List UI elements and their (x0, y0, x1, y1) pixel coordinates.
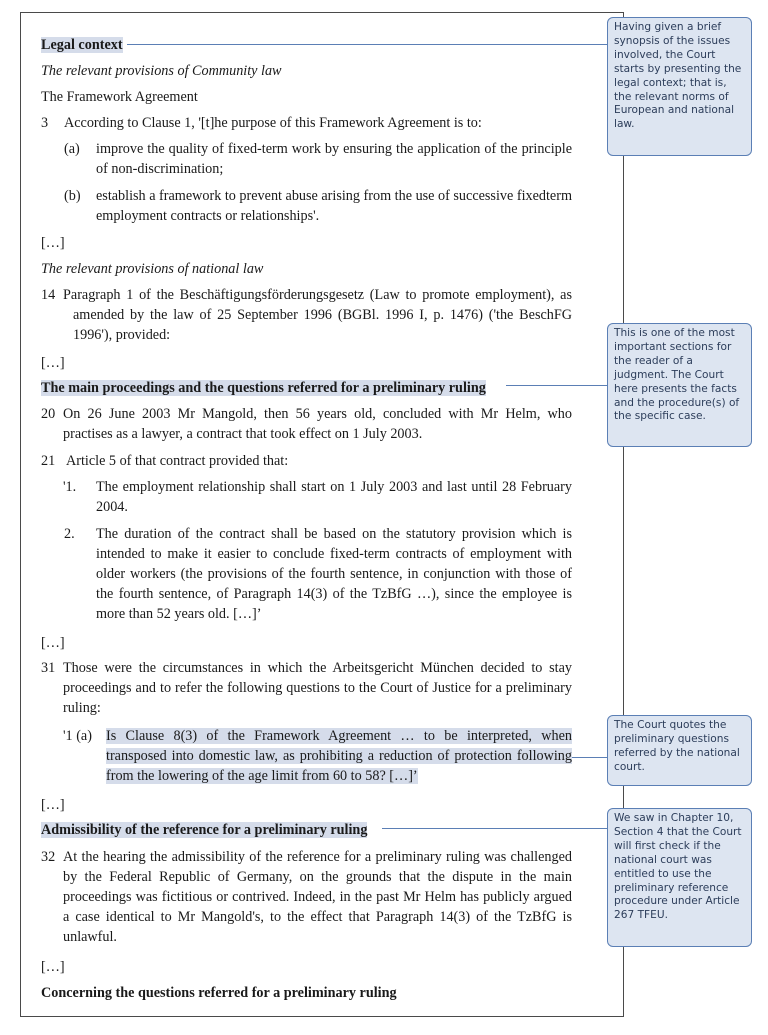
heading-admissibility: Admissibility of the reference for a preliminary ruling (41, 822, 368, 838)
para-21-item-1-label: '1. (63, 479, 77, 495)
ellipsis: […] (41, 355, 65, 371)
para-31-text: Those were the circumstances in which the Arbeitsgericht München decided to stay proceedings and to refer the following questions to the Court of Justice for a preliminary ruling: (63, 660, 572, 716)
para-14-number: 14 (41, 287, 56, 303)
para-3-number: 3 (41, 115, 49, 131)
note-connector-4 (382, 828, 607, 829)
para-3-text: According to Clause 1, '[t]he purpose of this Framework Agreement is to: (64, 115, 482, 131)
ellipsis: […] (41, 635, 65, 651)
heading-concerning-questions: Concerning the questions referred for a preliminary ruling (41, 985, 397, 1001)
subheading-framework-agreement: The Framework Agreement (41, 89, 198, 105)
para-20-number: 20 (41, 406, 56, 422)
para-32-text: At the hearing the admissibility of the reference for a preliminary ruling was challenged by the Federal Republic of Germany, on the grounds that the dispute in the main proceedings was fictitious or contrived. Indeed, in the past Mr Helm has publicly argued a case identical to Mr Mangold's, to the effect that Paragraph 14(3) of the TzBfG is unlawful. (63, 849, 572, 945)
para-31-item-text: Is Clause 8(3) of the Framework Agreement … to be interpreted, when transposed into domestic law, as prohibiting a reduction of protection following from the lowering of the age limit from 60 to 58? […]’ (106, 728, 572, 784)
para-21-number: 21 (41, 453, 56, 469)
ellipsis: […] (41, 797, 65, 813)
para-14-text: Paragraph 1 of the Beschäftigungsförderungsgesetz (Law to promote employment), as amended by the law of 25 September 1996 (BGBl. 1996 I, p. 1476) ('the BeschFG 1996'), provided: (63, 287, 572, 343)
subheading-community-law: The relevant provisions of Community law (41, 63, 282, 79)
margin-note-legal-context: Having given a brief synopsis of the issues involved, the Court starts by presenting the legal context; that is, the relevant norms of European and national law. (607, 17, 752, 156)
para-31-number: 31 (41, 660, 56, 676)
note-connector-3 (572, 757, 607, 758)
para-21-item-2-label: 2. (64, 526, 75, 542)
note-connector-1 (127, 44, 607, 45)
margin-note-preliminary-questions: The Court quotes the preliminary questions referred by the national court. (607, 715, 752, 786)
heading-legal-context: Legal context (41, 37, 123, 53)
ellipsis: […] (41, 959, 65, 975)
para-3-item-b-text: establish a framework to prevent abuse arising from the use of successive fixedterm employment contracts or relationships'. (96, 188, 572, 224)
para-20-text: On 26 June 2003 Mr Mangold, then 56 years old, concluded with Mr Helm, who practises as a lawyer, a contract that took effect on 1 July 2003. (63, 406, 572, 442)
para-32-number: 32 (41, 849, 56, 865)
margin-note-main-proceedings: This is one of the most important sections for the reader of a judgment. The Court here presents the facts and the procedure(s) of the specific case. (607, 323, 752, 447)
para-31-item-label: '1 (a) (63, 728, 92, 744)
ellipsis: […] (41, 235, 65, 251)
para-3-item-a-label: (a) (64, 141, 80, 157)
para-3-item-a-text: improve the quality of fixed-term work by ensuring the application of the principle of non-discrimination; (96, 141, 572, 177)
para-21-item-2-text: The duration of the contract shall be based on the statutory provision which is intended to make it easier to conclude fixed-term contracts of employment with older workers (the provisions of the fourth sentence, in conjunction with those of the fourth sentence, of Paragraph 14(3) of the TzBfG …), since the employee is more than 52 years old. […]’ (96, 526, 572, 622)
note-connector-2 (506, 385, 607, 386)
para-3-item-b-label: (b) (64, 188, 81, 204)
subheading-national-law: The relevant provisions of national law (41, 261, 264, 277)
heading-main-proceedings: The main proceedings and the questions referred for a preliminary ruling (41, 380, 486, 396)
margin-note-admissibility: We saw in Chapter 10, Section 4 that the Court will first check if the national court was entitled to use the preliminary reference procedure under Article 267 TFEU. (607, 808, 752, 947)
para-21-text: Article 5 of that contract provided that: (66, 453, 289, 469)
para-21-item-1-text: The employment relationship shall start on 1 July 2003 and last until 28 February 2004. (96, 479, 572, 515)
